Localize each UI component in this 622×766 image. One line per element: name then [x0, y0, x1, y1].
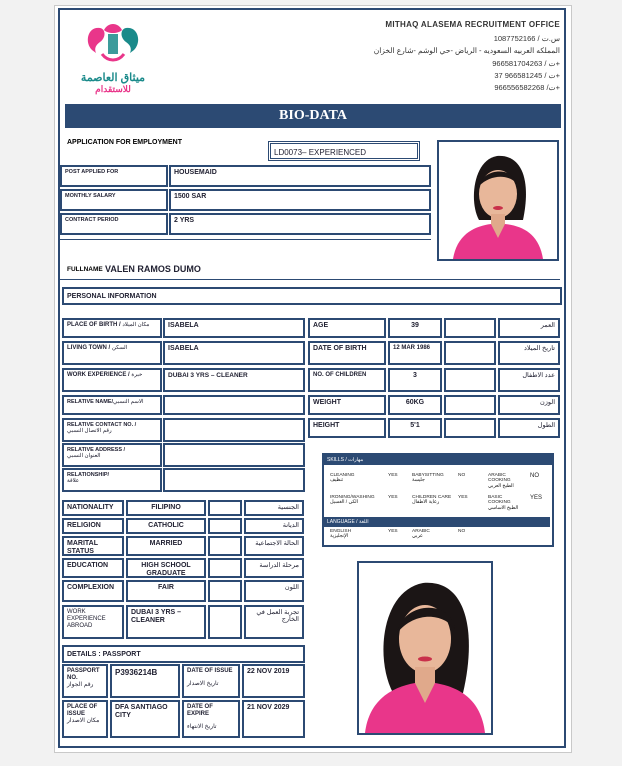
divider [60, 279, 560, 280]
weight-label-ar: الوزن [498, 395, 560, 415]
skill-children-care-ar: رعاية الاطفال [412, 500, 440, 506]
place-of-issue-label [62, 700, 108, 738]
contract-value: 2 YRS [169, 213, 431, 235]
skill-babysitting-ar: جليسة [412, 478, 425, 484]
relationship-label-en: RELATIONSHIP/ [67, 472, 110, 478]
skills-header: SKILLS / مهارات [324, 455, 552, 465]
relative-address-label-ar: العنوان النسبي [67, 453, 101, 460]
place-of-issue-value: DFA SANTIAGO CITY [110, 700, 180, 738]
applicant-photo-top [437, 140, 559, 261]
education-value: HIGH SCHOOL GRADUATE [126, 558, 206, 578]
religion-value: CATHOLIC [126, 518, 206, 534]
weight-value: 60KG [388, 395, 442, 415]
relative-name-label [62, 395, 162, 415]
height-label: HEIGHT [308, 418, 386, 438]
height-value: 5'1 [388, 418, 442, 438]
work-exp-label-ar: خبرة [131, 372, 143, 378]
pob-label-ar: مكان الميلاد [122, 322, 150, 328]
relative-contact-label [62, 418, 162, 442]
relative-address-label-en: RELATIVE ADDRESS / [67, 447, 126, 453]
marital-value: MARRIED [126, 536, 206, 556]
skill-arabic-cooking [488, 473, 524, 489]
lang-arabic-label: ARABIC [412, 529, 430, 534]
dob-label: DATE OF BIRTH [308, 341, 386, 365]
fullname-label: FULLNAME [67, 266, 103, 273]
skill-basic-cooking-ar: الطبخ الاساسي [488, 505, 519, 511]
company-name: MITHAQ ALASEMA RECRUITMENT OFFICE [385, 20, 560, 29]
education-label-ar: مرحلة الدراسة [244, 558, 304, 578]
lang-english [330, 529, 380, 540]
company-logo [78, 20, 148, 94]
salary-value: 1500 SAR [169, 189, 431, 211]
application-label: APPLICATION FOR EMPLOYMENT [67, 139, 182, 146]
height-blank [444, 418, 496, 438]
skill-basic-cooking-value: YES [530, 495, 543, 501]
expiry-date-value: 21 NOV 2029 [242, 700, 305, 738]
logo-text-primary: ميثاق العاصمة [80, 72, 146, 84]
passport-no-label-en: PASSPORT NO. [67, 668, 100, 681]
lang-english-value: YES [388, 529, 398, 534]
abroad-value: DUBAI 3 YRS – CLEANER [126, 605, 206, 639]
living-label-en: LIVING TOWN / [67, 345, 111, 351]
skill-ironing-value: YES [388, 495, 398, 500]
relative-contact-value [163, 418, 305, 442]
company-address: المملكه العربيه السعوديه - الرياض -حي الوشم -شارع الخزان [373, 46, 560, 55]
passport-no-label [62, 664, 108, 698]
skills-table [322, 453, 554, 547]
marital-label-ar: الحالة الاجتماعية [244, 536, 304, 556]
personal-info-header: PERSONAL INFORMATION [62, 287, 562, 305]
expiry-date-label-ar: تاريخ الانتهاء [187, 723, 217, 730]
skill-children-care-label: CHILDREN CARE [412, 495, 452, 500]
contract-label: CONTRACT PERIOD [60, 213, 168, 235]
company-phone-3: ت/ 966556582268+ [494, 83, 560, 92]
nationality-label-ar: الجنسية [244, 500, 304, 516]
complexion-value: FAIR [126, 580, 206, 602]
lang-arabic-value: NO [458, 529, 466, 534]
living-value: ISABELA [163, 341, 305, 365]
relative-name-label-en: RELATIVE NAME/ [67, 399, 114, 405]
complexion-label-ar: اللون [244, 580, 304, 602]
place-of-issue-label-en: PLACE OF ISSUE [67, 704, 98, 717]
religion-label-ar: الديانة [244, 518, 304, 534]
nationality-blank [208, 500, 242, 516]
abroad-blank [208, 605, 242, 639]
age-blank [444, 318, 496, 338]
skill-cleaning [330, 473, 380, 484]
issue-date-value: 22 NOV 2019 [242, 664, 305, 698]
abroad-label-ar: تجربة العمل في الخارج [244, 605, 304, 639]
pob-label-en: PLACE OF BIRTH / [67, 322, 121, 328]
expiry-date-label-en: DATE OF EXPIRE [187, 704, 213, 717]
marital-blank [208, 536, 242, 556]
post-value: HOUSEMAID [169, 165, 431, 187]
skill-babysitting-value: NO [458, 473, 466, 478]
logo-text-secondary: للاستقدام [95, 84, 131, 94]
application-code: LD0073– EXPERIENCED [268, 141, 420, 161]
divider [60, 239, 431, 240]
relative-address-value [163, 443, 305, 467]
pob-label [62, 318, 162, 338]
complexion-blank [208, 580, 242, 602]
relative-name-value [163, 395, 305, 415]
abroad-label: WORK EXPERIENCE ABROAD [62, 605, 124, 639]
skill-ironing-ar: الكي / الغسيل [330, 500, 358, 506]
dob-value: 12 MAR 1986 [388, 341, 442, 365]
lang-arabic [412, 529, 452, 540]
passport-no-label-ar: رقم الجواز [67, 681, 94, 688]
work-exp-label [62, 368, 162, 392]
complexion-label: COMPLEXION [62, 580, 124, 602]
fullname-value: VALEN RAMOS DUMO [105, 264, 201, 274]
logo-emblem-icon [78, 20, 148, 66]
skill-children-care [412, 495, 452, 506]
relationship-label [62, 468, 162, 492]
skill-babysitting-label: BABYSITTING [412, 473, 444, 478]
company-phone-1: ت / 966581704263+ [492, 59, 560, 68]
education-label: EDUCATION [62, 558, 124, 578]
work-exp-label-en: WORK EXPERIENCE / [67, 372, 130, 378]
children-label-ar: عدد الاطفال [498, 368, 560, 392]
children-blank [444, 368, 496, 392]
children-value: 3 [388, 368, 442, 392]
salary-label: MONTHLY SALARY [60, 189, 168, 211]
skill-arabic-cooking-value: NO [530, 473, 539, 479]
lang-english-ar: الإنجليزية [330, 534, 349, 540]
skill-cleaning-value: YES [388, 473, 398, 478]
age-label-ar: العمر [498, 318, 560, 338]
religion-blank [208, 518, 242, 534]
company-cr: س.ت / 1087752166 [493, 34, 560, 43]
relative-contact-label-ar: رقم الاتصال النسبي [67, 428, 112, 435]
age-value: 39 [388, 318, 442, 338]
passport-section-header: DETAILS : PASSPORT [62, 645, 305, 663]
height-label-ar: الطول [498, 418, 560, 438]
relative-contact-label-en: RELATIVE CONTACT NO. / [67, 422, 137, 428]
company-phone-2: ت / 966581245 37+ [494, 71, 560, 80]
marital-label: MARITAL STATUS [62, 536, 124, 556]
expiry-date-label [182, 700, 240, 738]
skill-basic-cooking [488, 495, 524, 511]
skill-ironing-label: IRONING/WASHING [330, 495, 375, 500]
applicant-photo-bottom [357, 561, 493, 735]
weight-label: WEIGHT [308, 395, 386, 415]
language-header: LANGUAGE / اللغة [324, 517, 550, 527]
place-of-issue-label-ar: مكان الاصدار [67, 717, 100, 724]
skill-children-care-value: YES [458, 495, 468, 500]
skill-arabic-cooking-label: ARABIC COOKING [488, 473, 511, 484]
relationship-value [163, 468, 305, 492]
post-label: POST APPLIED FOR [60, 165, 168, 187]
age-label: AGE [308, 318, 386, 338]
dob-label-ar: تاريخ الميلاد [498, 341, 560, 365]
relative-address-label [62, 443, 162, 467]
skill-basic-cooking-label: BASIC COOKING [488, 495, 511, 506]
skill-cleaning-ar: تنظيف [330, 478, 344, 484]
dob-blank [444, 341, 496, 365]
lang-english-label: ENGLISH [330, 529, 352, 534]
living-label-ar: السكن [111, 345, 128, 351]
bio-data-title: BIO-DATA [65, 104, 561, 128]
issue-date-label-ar: تاريخ الاصدار [187, 680, 219, 687]
skill-ironing [330, 495, 384, 506]
skill-babysitting [412, 473, 452, 484]
children-label: NO. OF CHILDREN [308, 368, 386, 392]
passport-no-value: P3936214B [110, 664, 180, 698]
skill-arabic-cooking-ar: الطبخ العربي [488, 483, 514, 489]
nationality-value: FILIPINO [126, 500, 206, 516]
pob-value: ISABELA [163, 318, 305, 338]
lang-arabic-ar: عربي [412, 534, 423, 540]
relationship-label-ar: علاقة [67, 478, 80, 485]
skill-cleaning-label: CLEANING [330, 473, 355, 478]
weight-blank [444, 395, 496, 415]
issue-date-label-en: DATE OF ISSUE [187, 668, 233, 674]
living-label [62, 341, 162, 365]
work-exp-value: DUBAI 3 YRS – CLEANER [163, 368, 305, 392]
education-blank [208, 558, 242, 578]
relative-name-label-ar: الاسم النسبي [113, 399, 144, 405]
issue-date-label [182, 664, 240, 698]
nationality-label: NATIONALITY [62, 500, 124, 516]
religion-label: RELIGION [62, 518, 124, 534]
